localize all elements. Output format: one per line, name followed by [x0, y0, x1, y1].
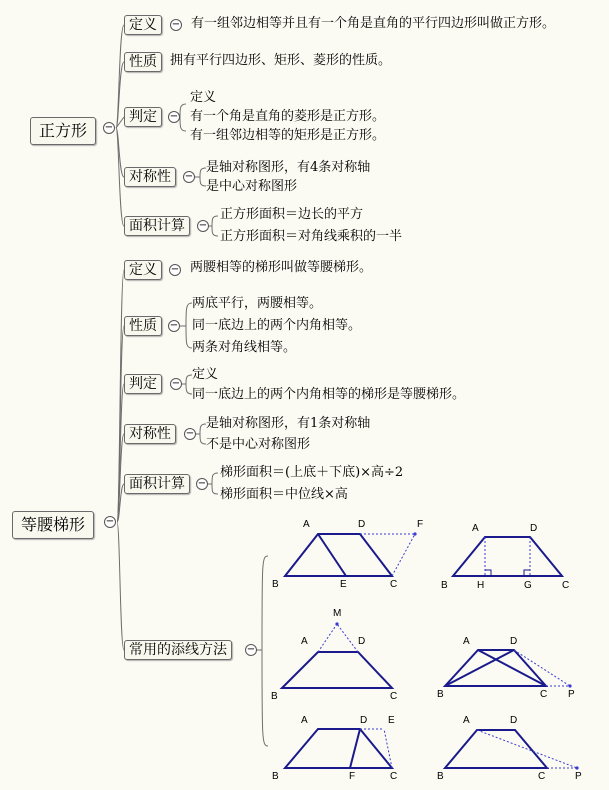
square-criteria-item: 定义: [190, 90, 217, 105]
square-branch-properties[interactable]: 性质: [124, 52, 162, 72]
collapse-icon[interactable]: −: [185, 428, 195, 439]
square-area-item: 正方形面积＝边长的平方: [220, 207, 364, 222]
square-symmetry-item: 是中心对称图形: [206, 179, 298, 194]
figure5-parallel-line: [350, 729, 360, 768]
figure5-label: F: [349, 771, 356, 782]
trapezoid-symmetry-item: 是轴对称图形，有1条对称轴: [206, 416, 371, 431]
figure3-trapezoid: [282, 652, 392, 688]
square-definition-text: 有一组邻边相等并且有一个角是直角的平行四边形叫做正方形。: [191, 16, 556, 31]
square-area-item: 正方形面积＝对角线乘积的一半: [220, 229, 403, 244]
figure2-label: H: [477, 580, 485, 591]
square-properties-text: 拥有平行四边形、矩形、菱形的性质。: [170, 53, 392, 68]
square-branch-area[interactable]: 面积计算: [124, 216, 190, 236]
figure4-label: C: [540, 689, 548, 700]
trapezoid-branch-properties[interactable]: 性质: [124, 316, 162, 336]
collapse-icon[interactable]: −: [171, 19, 181, 30]
figure5-label: D: [360, 715, 368, 726]
trapezoid-definition-text: 两腰相等的梯形叫做等腰梯形。: [190, 260, 373, 275]
figure3-label: B: [271, 691, 278, 702]
trapezoid-branch-area[interactable]: 面积计算: [124, 474, 190, 494]
trapezoid-area-item: 梯形面积＝(上底＋下底)×高÷2: [220, 465, 404, 480]
figure2-trapezoid: [453, 537, 562, 576]
figure1-label: E: [340, 579, 347, 590]
trapezoid-properties-item: 同一底边上的两个内角相等。: [192, 318, 362, 333]
trapezoid-criteria-item: 同一底边上的两个内角相等的梯形是等腰梯形。: [192, 387, 466, 402]
trapezoid-symmetry-item: 不是中心对称图形: [206, 437, 311, 452]
figure6-label: C: [538, 771, 546, 782]
figure6-label: D: [510, 715, 518, 726]
collapse-icon[interactable]: −: [105, 516, 115, 527]
collapse-icon[interactable]: −: [104, 122, 114, 133]
square-symmetry-item: 是轴对称图形，有4条对称轴: [206, 160, 371, 175]
figure1-label: F: [417, 519, 424, 530]
figure4-diagonal: [445, 650, 514, 686]
trapezoid-branch-definition[interactable]: 定义: [124, 260, 162, 280]
figure5-label: E: [388, 715, 395, 726]
square-branch-symmetry[interactable]: 对称性: [124, 167, 176, 187]
figure1-parallel-line: [318, 534, 346, 576]
figure2-label: C: [562, 580, 570, 591]
trapezoid-area-item: 梯形面积＝中位线×高: [220, 487, 348, 502]
figure5-label: A: [301, 715, 308, 726]
square-branch-definition[interactable]: 定义: [124, 15, 162, 35]
figure5-label: B: [272, 771, 279, 782]
figure3-label: A: [301, 636, 308, 647]
figure5-trapezoid: [285, 729, 392, 768]
figure4-label: A: [463, 636, 470, 647]
figure2-label: B: [441, 580, 448, 591]
figure4-trapezoid: [445, 650, 546, 686]
figure4-label: D: [510, 636, 518, 647]
square-criteria-item: 有一组邻边相等的矩形是正方形。: [190, 128, 386, 143]
figure3-label: D: [358, 636, 366, 647]
figure5-label: C: [390, 771, 398, 782]
square-root-node[interactable]: 正方形: [30, 117, 96, 145]
collapse-icon[interactable]: −: [170, 264, 180, 275]
collapse-icon[interactable]: −: [169, 111, 179, 122]
figure4-diagonal: [478, 650, 546, 686]
trapezoid-properties-item: 两条对角线相等。: [192, 340, 297, 355]
figure1-label: C: [390, 579, 398, 590]
trapezoid-criteria-item: 定义: [192, 367, 219, 382]
square-criteria-item: 有一个角是直角的菱形是正方形。: [190, 109, 386, 124]
figure1-label: B: [272, 579, 279, 590]
collapse-icon[interactable]: −: [171, 378, 181, 389]
figure2-label: A: [472, 523, 479, 534]
figure3-label: M: [333, 608, 342, 619]
figure4-label: B: [437, 689, 444, 700]
figure6-label: B: [437, 771, 444, 782]
figure3-label: C: [390, 691, 398, 702]
figure6-label: P: [575, 771, 582, 782]
collapse-icon[interactable]: −: [198, 220, 208, 231]
trapezoid-branch-auxiliary-lines[interactable]: 常用的添线方法: [124, 640, 232, 660]
trapezoid-branch-criteria[interactable]: 判定: [124, 374, 162, 394]
collapse-icon[interactable]: −: [184, 171, 194, 182]
figure1-label: A: [303, 519, 310, 530]
trapezoid-branch-symmetry[interactable]: 对称性: [124, 424, 176, 444]
figure6-label: A: [463, 715, 470, 726]
figure1-trapezoid: [285, 534, 392, 576]
figure6-trapezoid: [445, 730, 547, 768]
figure2-label: G: [524, 580, 532, 591]
figure2-label: D: [530, 523, 538, 534]
collapse-icon[interactable]: −: [169, 320, 179, 331]
figure4-label: P: [568, 689, 575, 700]
trapezoid-properties-item: 两底平行，两腰相等。: [192, 296, 323, 311]
figure1-label: D: [358, 519, 366, 530]
collapse-icon[interactable]: −: [246, 644, 256, 655]
square-branch-criteria[interactable]: 判定: [124, 107, 162, 127]
collapse-icon[interactable]: −: [197, 478, 207, 489]
trapezoid-root-node[interactable]: 等腰梯形: [12, 511, 94, 539]
